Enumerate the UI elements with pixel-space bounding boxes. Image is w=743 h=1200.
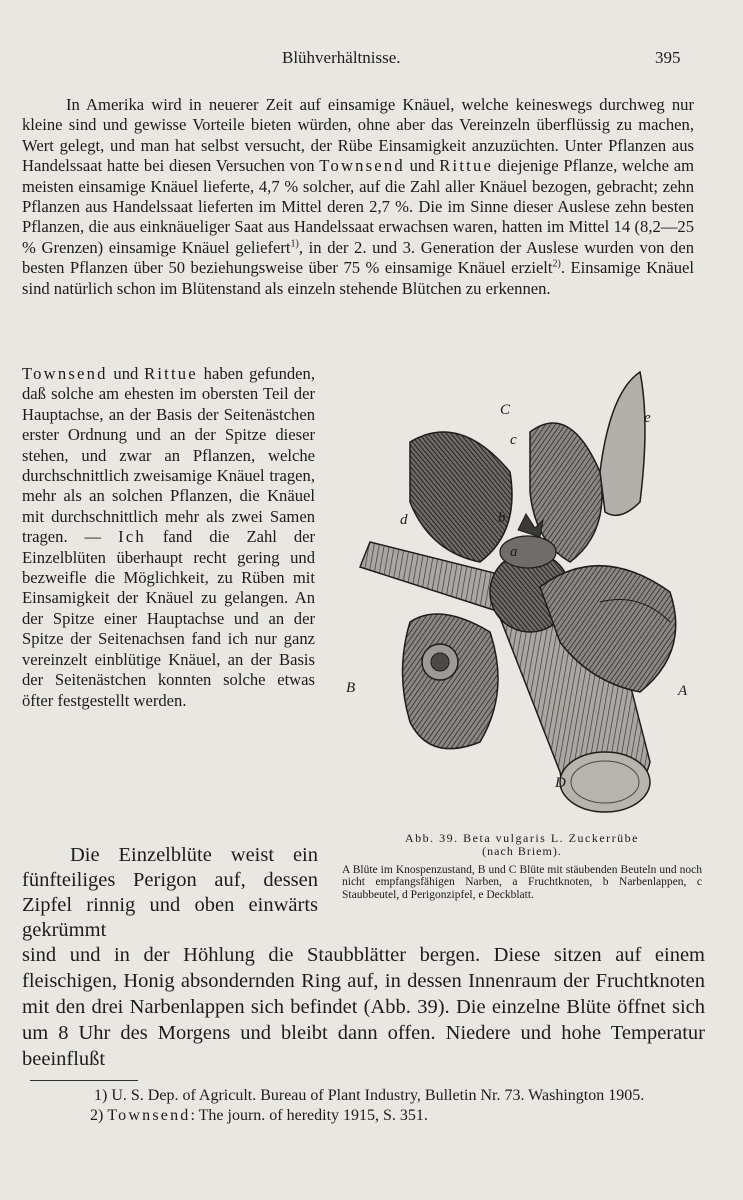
footnote-1: 1) U. S. Dep. of Agricult. Bureau of Plant Industry, Bulletin Nr. 73. Washington 1905. [94,1087,645,1104]
figure-label-e: e [644,410,651,426]
conjunction: und [107,364,145,383]
lower-left-text [22,843,318,943]
footnote-ref: 2) [552,258,561,270]
footnote-mark: 2) [90,1107,104,1124]
figure-label-B: B [346,680,356,696]
paragraph-text: , in der 2. und 3. Generation der Auslese wurden von den besten Pflanzen über 50 beziehungsweise über 75 % einsamige Knäuel erzielt [22,237,695,278]
paragraph-text: . Einsamige Knäuel sind natürlich schon im Blütenstand als einzeln stehende Blütchen zu erkennen. [22,258,694,298]
paragraph-text: Die Einzelblüte weist ein fünfteiliges Perigon auf, dessen Zipfel rinnig und oben einwärts gekrümmt [22,844,318,941]
caption-legend: A Blüte im Knospenzustand, B und C Blüte mit stäubenden Beuteln und noch nicht empfangsfähigen Narben, a Fruchtknoten, b Narbenlappen, c Staubbeutel, d Perigonzipfel, e Deckblatt. [342,864,702,901]
figure-label-A: A [678,683,688,699]
author-name: Rittue [144,364,198,383]
footnote-2 [30,1106,705,1126]
caption-title: Abb. 39. Beta vulgaris L. Zuckerrübe [405,831,639,845]
footnote-text: : The journ. of heredity 1915, S. 351. [190,1107,428,1124]
main-paragraph [22,95,694,299]
paragraph-text: In Amerika wird in neuerer Zeit auf einsamige Knäuel, welche keineswegs durchweg nur kleine sind und gewisse Vorteile bieten würden, ohne aber das Vereinzeln überflüssig zu machen, Wert gelegt, und man hat selbst versucht, der Rübe Einsamigkeit anzuzüchten. Unter Pflanzen aus Handelssaat hatte bei diesen Versuchen von [22,95,694,176]
author-name: Rittue [439,156,494,176]
emphasis-ich: Ich [118,527,146,547]
figure-label-a: a [510,544,518,560]
running-head [0,48,743,72]
side-column-text [22,364,315,711]
beet-flower-engraving [340,362,700,832]
paragraph-text: sind und in der Höhlung die Staubblätter bergen. Diese sitzen auf einem fleischigen, Honig absondernden Ring auf, in dessen Innenraum der Fruchtknoten mit den drei Narbenlappen sich befindet (Abb. 39). Die einzelne Blüte öffnet sich um 8 Uhr des Morgens und bleibt dann offen. Niedere und hohe Temperatur beeinflußt [22,944,705,1070]
paragraph-text: diejenige Pflanze, welche am meisten einsamige Knäuel lieferte, 4,7 % solcher, auf die Zahl aller Knäuel bezogen, gebracht; zehn Pflanzen aus Handelssaat lieferten im Mittel deren 2,7 %. Die im Sinne dieser Auslese zehn besten Pflanzen, die aus einknäueliger Saat aus Handelssaat erwachsen waren, hatten im Mittel 14 (8,2—25 % Grenzen) einsamige Knäuel geliefert [22,156,694,257]
paragraph-text: fand die Zahl der Einzelblüten überhaupt recht gering und bezweifle die Möglichkeit, zu Rüben mit Einsamigkeit der Knäuel zu gelangen. An der Spitze einer Hauptachse und an der Spitze der Seitenachsen fand ich nur ganz vereinzelt einblütige Knäuel, an der Basis der Seitenästchen konnten solche etwas öfter festgestellt werden. [22,527,316,710]
caption-source: (nach Briem). [482,844,562,858]
conjunction: und [404,156,440,176]
figure-label-d: d [400,512,408,528]
author-name: Townsend [319,156,405,176]
running-title: Blühverhältnisse. [282,48,401,67]
figure-label-D: D [555,775,566,791]
continuation-text [22,942,705,1072]
figure-flower-illustration [340,362,700,832]
figure-label-C: C [500,402,511,418]
footnotes [30,1086,705,1126]
footnote-rule [30,1080,138,1081]
author-name: Townsend [107,1107,191,1124]
page-number: 395 [655,48,681,67]
author-name: Townsend [22,364,108,383]
paragraph-text: haben gefunden, daß solche am ehesten im obersten Teil der Hauptachse, an der Basis der Seitenästchen erster Ordnung und an der Spitze dieser stehen, und zwar an Pflanzen, welche durchschnittlich zweisamige Knäuel tragen, mehr als an solchen Pflanzen, die Knäuel mit durchschnittlich mehr als zwei Samen tragen. — [22,364,315,547]
figure-label-b: b [498,510,506,526]
figure-caption [342,832,702,901]
figure-label-c: c [510,432,517,448]
footnote-ref: 1) [290,238,299,250]
